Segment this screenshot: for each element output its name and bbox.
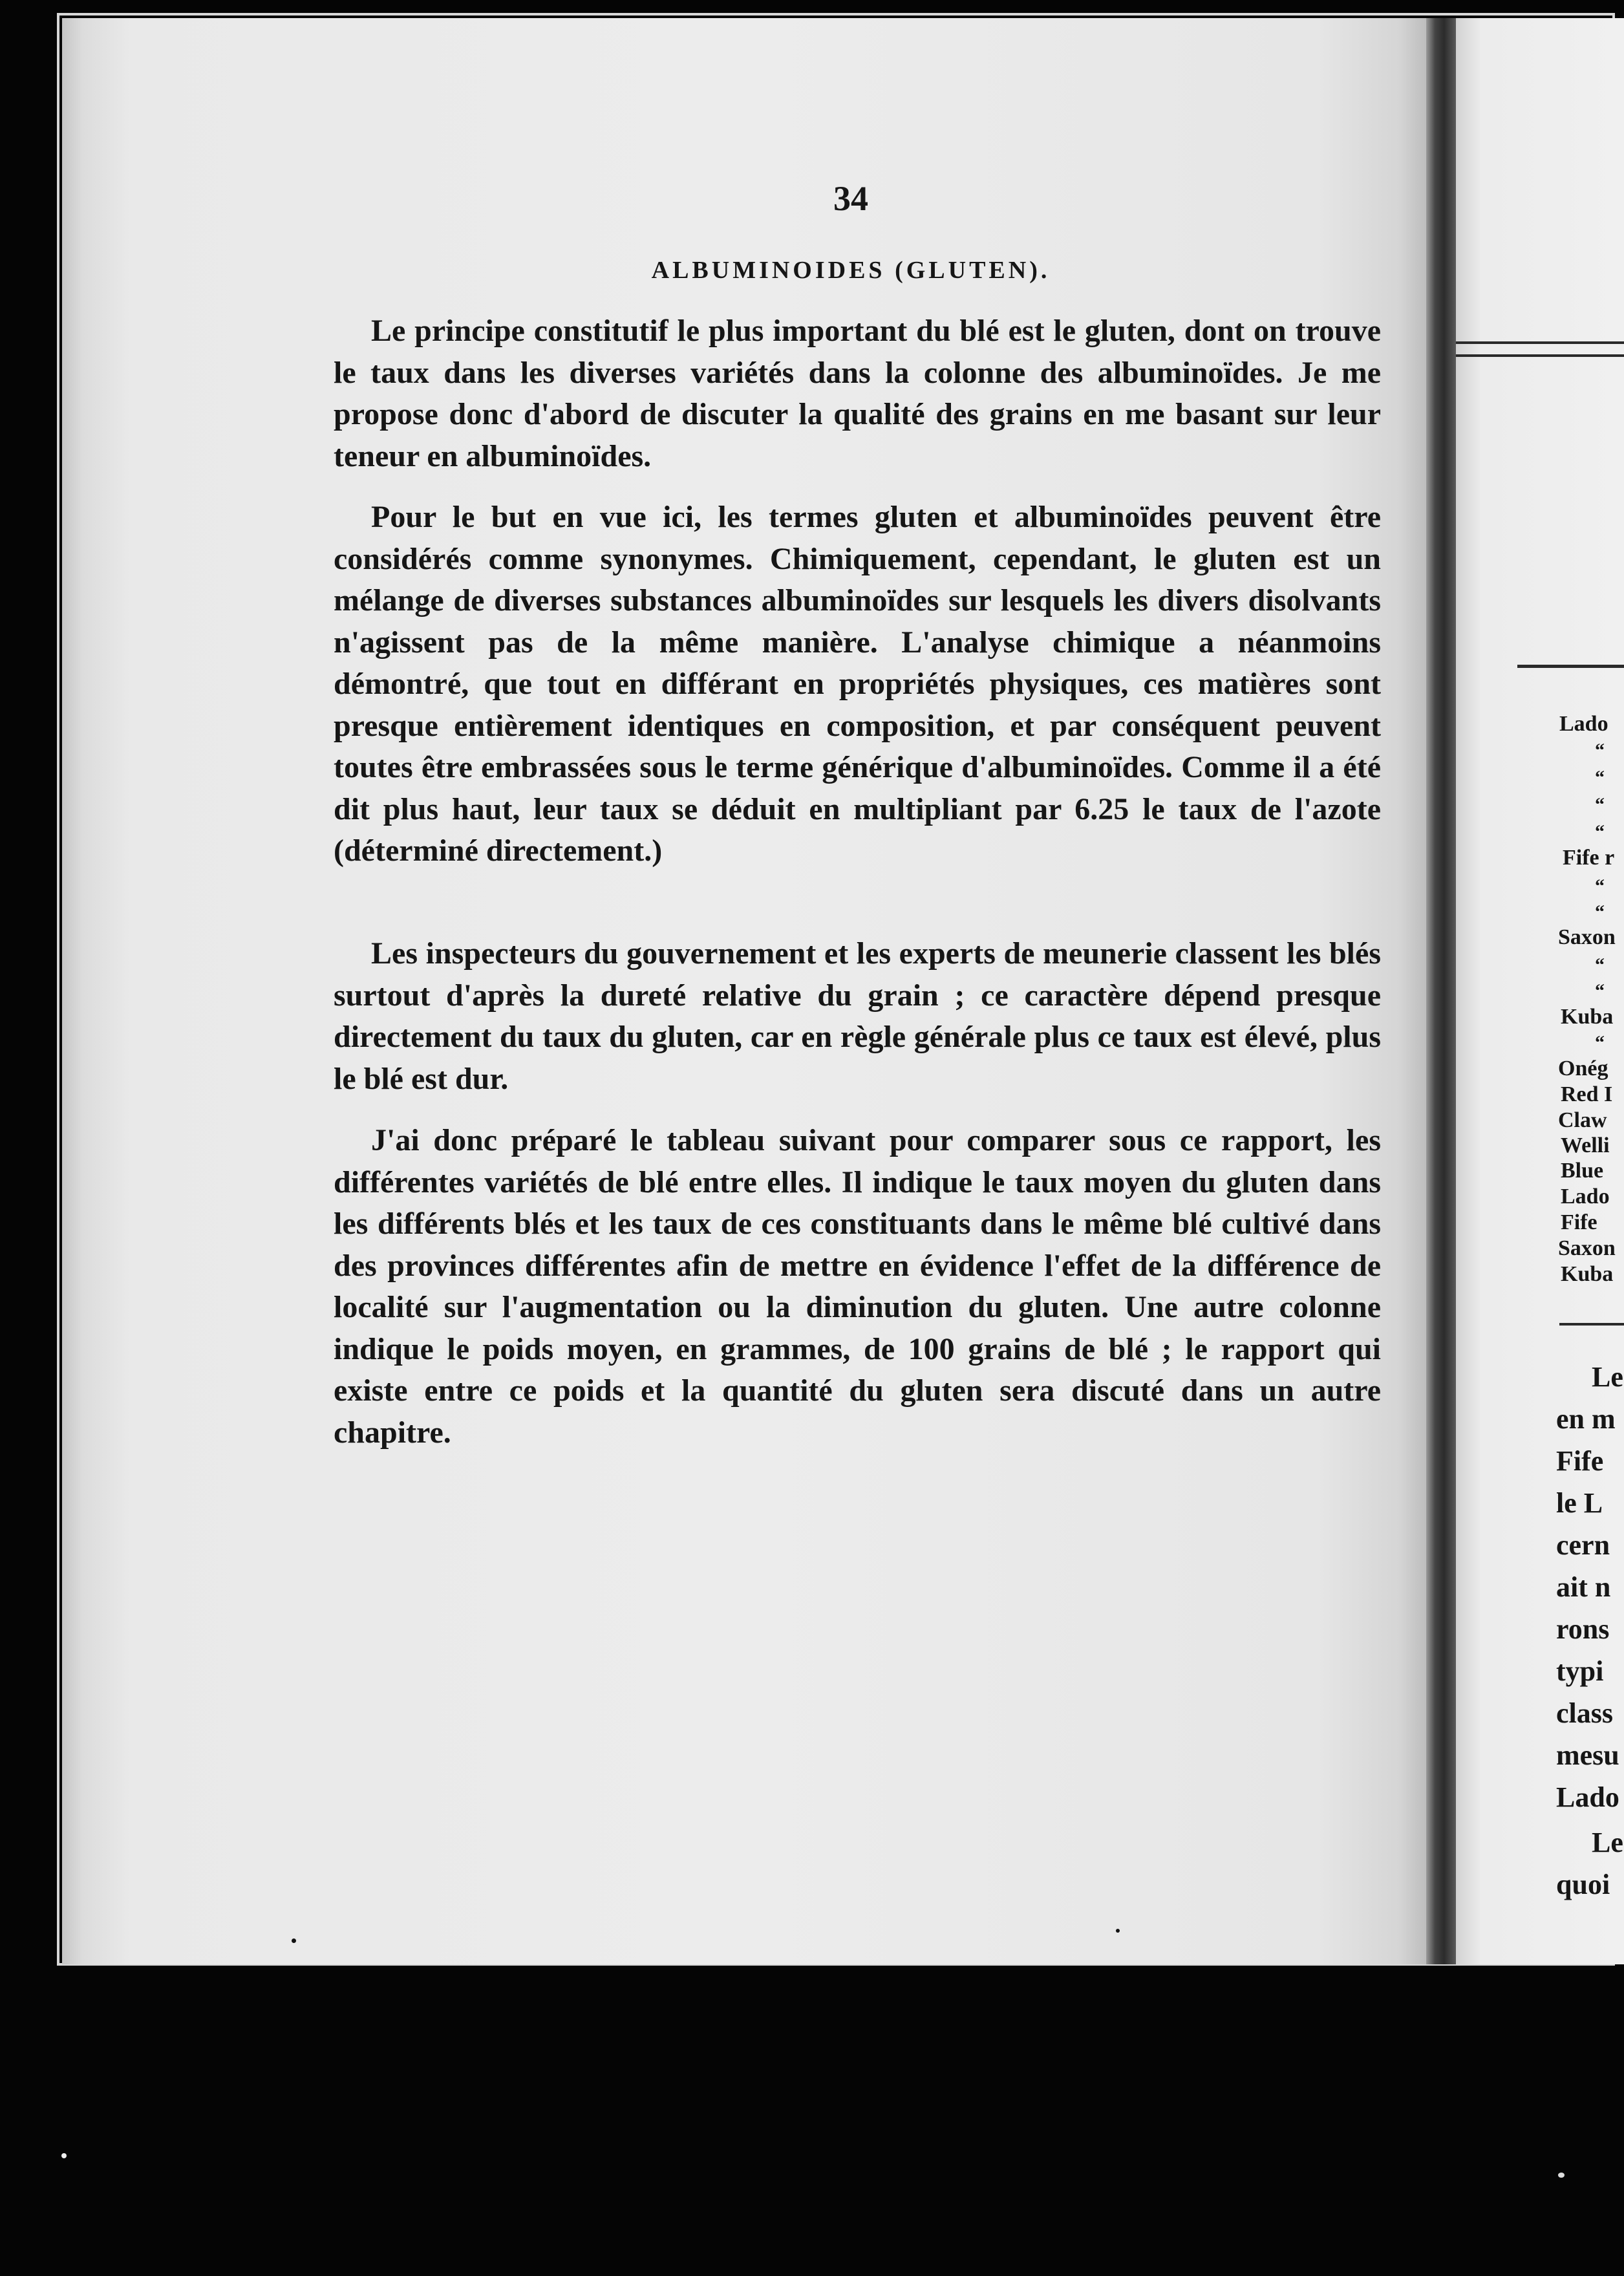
- ditto-mark: “: [1595, 794, 1605, 815]
- table-row-label: Welli: [1561, 1133, 1610, 1157]
- ditto-mark: “: [1595, 901, 1605, 923]
- paragraph-2: Pour le but en vue ici, les termes gluten et albuminoïdes peuvent être considérés comme synonymes. Chimiquement, cependant, le gluten est un mélange de diverses substances albuminoïdes sur lesquels les divers disolvants n'agissent pas de la même manière. L'analyse chimique a néanmoins démontré, que tout en différant en propriétés physiques, ces matières sont presque entièrement identiques en composition, et par conséquent peuvent toutes être embrassées sous le terme générique d'albuminoïdes. Comme il a été dit plus haut, leur taux se déduit en multipliant par 6.25 le taux de l'azote (déterminé directement.): [334, 500, 1381, 868]
- right-text-line: Lado: [1556, 1781, 1619, 1813]
- table-row-label: Lado: [1559, 712, 1608, 736]
- right-text-line: quoi: [1556, 1869, 1610, 1900]
- ditto-mark: “: [1595, 954, 1605, 976]
- ditto-mark: “: [1595, 740, 1605, 761]
- table-row-label: Kuba: [1561, 1262, 1614, 1286]
- table-row-label: Onég: [1558, 1057, 1608, 1080]
- ink-speck: [1116, 1929, 1120, 1933]
- right-text-line: cern: [1556, 1529, 1610, 1561]
- ink-speck: [292, 1938, 296, 1943]
- ditto-mark: “: [1595, 1032, 1605, 1053]
- table-row-label: Fife r: [1563, 846, 1615, 870]
- right-text-line: rons: [1556, 1613, 1610, 1645]
- table-top-rule-double: [1456, 354, 1624, 357]
- right-text-line: en m: [1556, 1403, 1616, 1435]
- table-row-label: Red I: [1561, 1082, 1613, 1106]
- right-text-line: class: [1556, 1697, 1613, 1729]
- page-number: 34: [833, 179, 868, 218]
- ditto-mark: “: [1595, 875, 1605, 897]
- paragraph-3: Les inspecteurs du gouvernement et les experts de meunerie classent les blés surtout d'après la dureté relative du grain ; ce caractère dépend presque directement du taux du gluten, car en règle générale plus ce taux est élevé, plus le blé est dur.: [334, 936, 1381, 1096]
- table-row-label: Saxon: [1558, 925, 1616, 949]
- right-text-line: Le: [1592, 1827, 1623, 1858]
- table-row-label: Blue: [1561, 1159, 1604, 1183]
- table-row-label: Lado: [1561, 1185, 1610, 1208]
- book-gutter: [1426, 18, 1456, 1964]
- right-text-line: Le: [1592, 1361, 1623, 1393]
- right-text-line: Fife: [1556, 1445, 1604, 1477]
- ditto-mark: “: [1595, 980, 1605, 1002]
- table-bottom-rule: [1559, 1323, 1624, 1326]
- table-row-label: Saxon: [1558, 1236, 1616, 1260]
- table-top-rule: [1456, 341, 1624, 344]
- right-text-line: typi: [1556, 1655, 1604, 1687]
- ditto-mark: “: [1595, 767, 1605, 788]
- table-row-label: Kuba: [1561, 1005, 1614, 1029]
- table-header-rule: [1517, 665, 1624, 668]
- table-row-label: Fife: [1561, 1210, 1597, 1234]
- ditto-mark: “: [1595, 821, 1605, 843]
- film-speck: [1558, 2173, 1565, 2178]
- paragraph-4: J'ai donc préparé le tableau suivant pour comparer sous ce rapport, les différentes variétés de blé entre elles. Il indique le taux moyen du gluten dans les différents blés et les taux de ces constituants dans le même blé cultivé dans des provinces différentes afin de mettre en évidence l'effet de la différence de localité sur l'augmentation ou la diminution du gluten. Une autre colonne indique le poids moyen, en grammes, de 100 grains de blé ; le rapport qui existe entre ce poids et la quantité du gluten sera discuté dans un autre chapitre.: [334, 1123, 1381, 1450]
- section-title: ALBUMINOIDES (GLUTEN).: [651, 257, 1051, 284]
- paragraph-1: Le principe constitutif le plus important du blé est le gluten, dont on trouve le taux dans les diverses variétés dans la colonne des albuminoïdes. Je me propose donc d'abord de discuter la qualité des grains en me basant sur leur teneur en albuminoïdes.: [334, 314, 1381, 473]
- right-text-line: ait n: [1556, 1571, 1611, 1603]
- right-text-line: mesu: [1556, 1739, 1619, 1771]
- right-page: [1456, 18, 1624, 1964]
- left-page: [62, 18, 1426, 1964]
- table-row-label: Claw: [1558, 1108, 1607, 1132]
- film-speck: [61, 2153, 67, 2158]
- right-text-line: le L: [1556, 1487, 1603, 1519]
